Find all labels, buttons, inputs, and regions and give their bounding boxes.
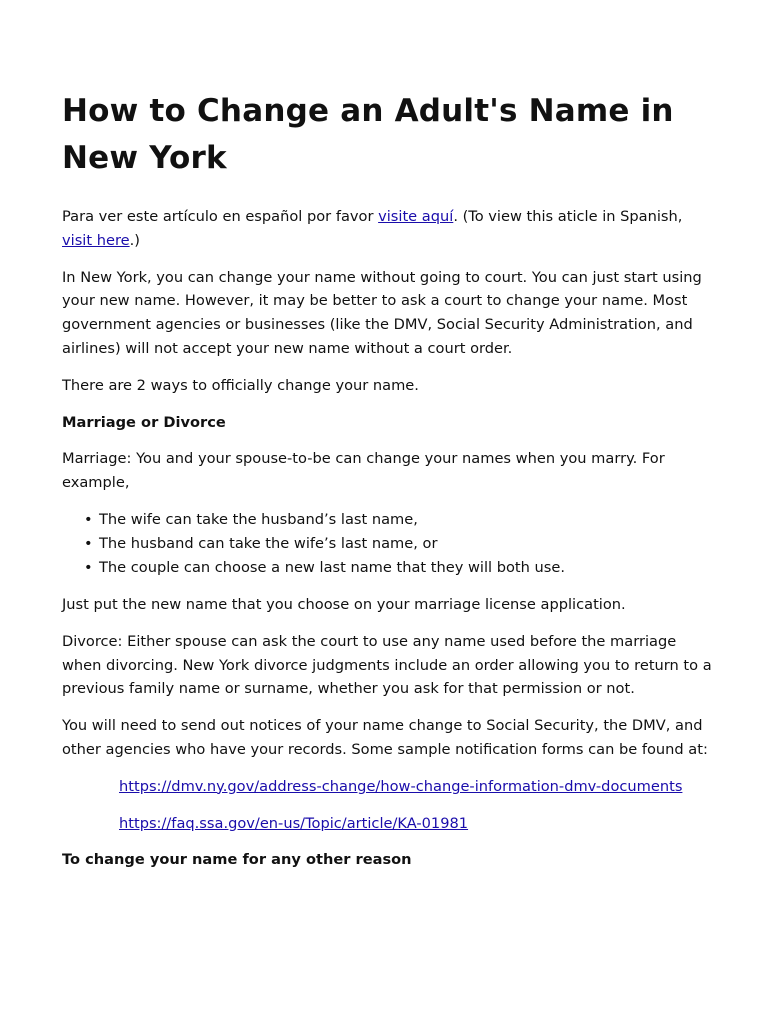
spanish-note-after: .) <box>129 231 140 249</box>
spanish-article-link[interactable]: visite aquí <box>378 208 454 225</box>
bullet-icon: • <box>84 510 93 528</box>
bullet-icon: • <box>84 558 93 576</box>
ways-paragraph: There are 2 ways to officially change your name. <box>62 376 419 394</box>
license-paragraph: Just put the new name that you choose on your marriage license application. <box>62 595 626 613</box>
dmv-forms-link[interactable]: https://dmv.ny.gov/address-change/how-change-information-dmv-documents <box>119 777 683 795</box>
divorce-paragraph: Divorce: Either spouse can ask the court to use any name used before the marriage when divorcing. New York divorce judgments include an order allowing you to return to a previous family name or surname, whether you ask for that permission or not. <box>62 632 712 698</box>
list-item-text: The wife can take the husband’s last name, <box>99 510 418 528</box>
section-heading-marriage-divorce: Marriage or Divorce <box>62 413 226 431</box>
list-item <box>84 556 712 580</box>
english-article-link[interactable]: visit here <box>62 231 130 249</box>
ssa-forms-link[interactable]: https://faq.ssa.gov/en-us/Topic/article/KA-01981 <box>119 814 469 832</box>
list-item <box>84 532 712 556</box>
notices-paragraph: You will need to send out notices of your name change to Social Security, the DMV, and other agencies who have your records. Some sample notification forms can be found at: <box>62 717 708 758</box>
page-title: How to Change an Adult's Name in New York <box>62 93 674 176</box>
spanish-note-before: Para ver este artículo en español por favor <box>62 208 379 225</box>
dmv-link-line <box>62 775 712 799</box>
list-item-text: The husband can take the wife’s last name, or <box>99 534 438 552</box>
section-heading-other-reason: To change your name for any other reason <box>62 851 412 869</box>
spanish-note-middle: . (To view this aticle in Spanish, <box>453 208 683 225</box>
name-options-list <box>62 508 712 580</box>
spanish-note <box>62 205 712 253</box>
marriage-paragraph: Marriage: You and your spouse-to-be can change your names when you marry. For example, <box>62 450 665 492</box>
ssa-link-line <box>62 812 712 836</box>
list-item <box>84 508 712 532</box>
bullet-icon: • <box>84 534 93 552</box>
intro-paragraph: In New York, you can change your name without going to court. You can just start using your new name. However, it may be better to ask a court to change your name. Most government agencies or businesses (like the DMV, Social Security Administration, and airlines) will not accept your new name without a court order. <box>62 268 702 357</box>
list-item-text: The couple can choose a new last name that they will both use. <box>99 558 566 576</box>
